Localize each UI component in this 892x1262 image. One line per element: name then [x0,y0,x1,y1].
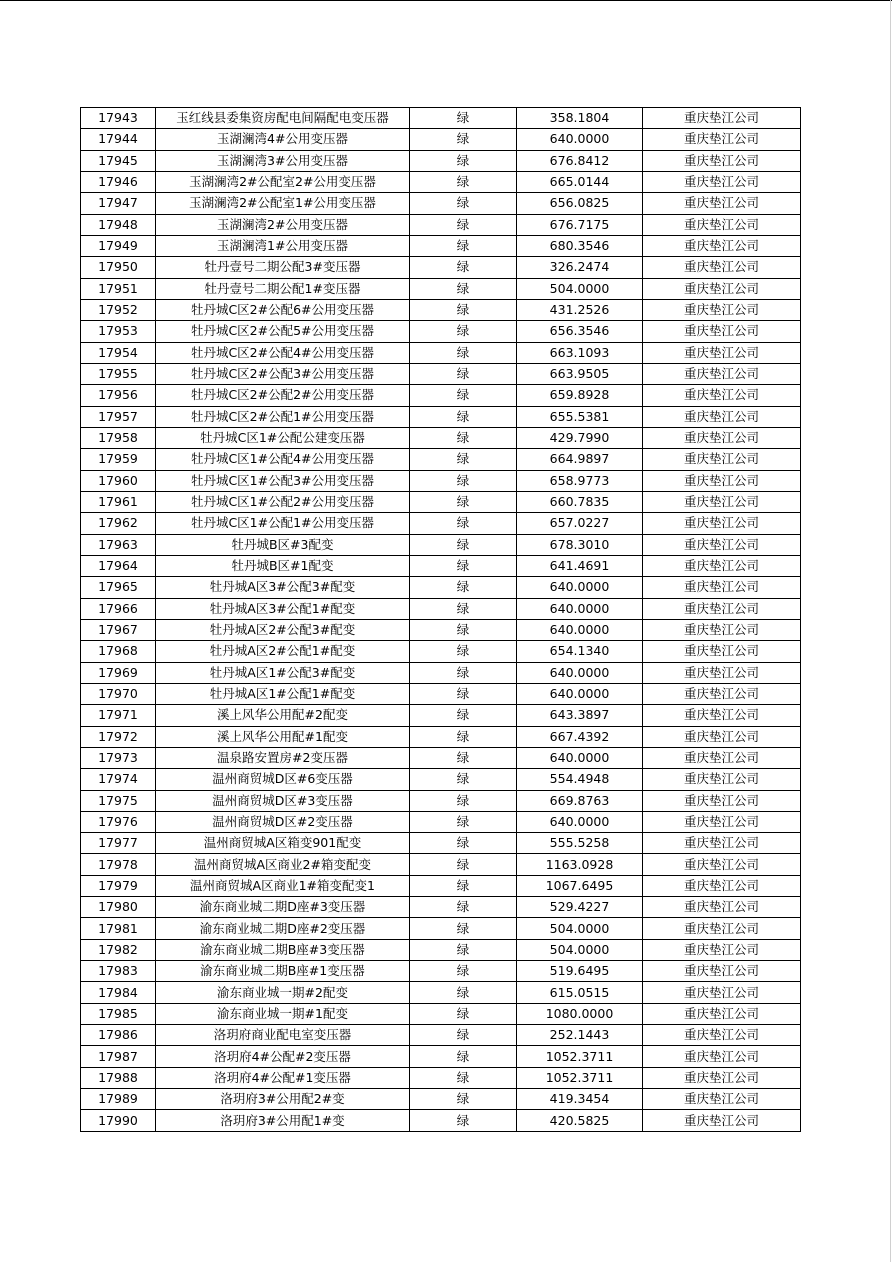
cell-value: 640.0000 [517,619,643,640]
cell-id: 17978 [81,854,156,875]
cell-id: 17958 [81,427,156,448]
cell-value: 504.0000 [517,278,643,299]
table-row [81,1003,801,1024]
cell-name: 渝东商业城一期#1配变 [156,1003,410,1024]
cell-id: 17976 [81,811,156,832]
cell-id: 17946 [81,171,156,192]
cell-value: 641.4691 [517,555,643,576]
table-row [81,278,801,299]
cell-company: 重庆垫江公司 [643,299,801,320]
cell-color: 绿 [410,385,517,406]
cell-value: 419.3454 [517,1089,643,1110]
cell-name: 牡丹壹号二期公配1#变压器 [156,278,410,299]
table-row [81,1046,801,1067]
cell-id: 17982 [81,939,156,960]
table-row [81,1025,801,1046]
cell-name: 牡丹城A区1#公配3#配变 [156,662,410,683]
cell-value: 640.0000 [517,662,643,683]
cell-value: 654.1340 [517,641,643,662]
cell-id: 17986 [81,1025,156,1046]
cell-company: 重庆垫江公司 [643,555,801,576]
cell-name: 洛玥府4#公配#1变压器 [156,1067,410,1088]
cell-value: 1052.3711 [517,1046,643,1067]
cell-value: 640.0000 [517,811,643,832]
cell-color: 绿 [410,961,517,982]
cell-id: 17959 [81,449,156,470]
cell-company: 重庆垫江公司 [643,1025,801,1046]
table-row [81,150,801,171]
cell-name: 溪上风华公用配#1配变 [156,726,410,747]
table-row [81,683,801,704]
cell-company: 重庆垫江公司 [643,278,801,299]
cell-id: 17979 [81,875,156,896]
cell-color: 绿 [410,299,517,320]
cell-company: 重庆垫江公司 [643,769,801,790]
cell-value: 667.4392 [517,726,643,747]
cell-company: 重庆垫江公司 [643,1046,801,1067]
cell-company: 重庆垫江公司 [643,491,801,512]
cell-name: 温州商贸城A区商业2#箱变配变 [156,854,410,875]
cell-company: 重庆垫江公司 [643,150,801,171]
cell-name: 温泉路安置房#2变压器 [156,747,410,768]
cell-color: 绿 [410,129,517,150]
cell-id: 17983 [81,961,156,982]
cell-name: 牡丹城C区1#公配公建变压器 [156,427,410,448]
table-row [81,1067,801,1088]
cell-id: 17985 [81,1003,156,1024]
cell-color: 绿 [410,555,517,576]
table-row [81,171,801,192]
cell-company: 重庆垫江公司 [643,427,801,448]
table-row [81,193,801,214]
cell-color: 绿 [410,811,517,832]
cell-color: 绿 [410,619,517,640]
cell-company: 重庆垫江公司 [643,875,801,896]
cell-color: 绿 [410,662,517,683]
cell-color: 绿 [410,598,517,619]
cell-name: 牡丹城C区1#公配3#公用变压器 [156,470,410,491]
cell-name: 玉湖澜湾2#公用变压器 [156,214,410,235]
cell-color: 绿 [410,108,517,129]
cell-id: 17977 [81,833,156,854]
cell-name: 洛玥府3#公用配1#变 [156,1110,410,1131]
table-row [81,299,801,320]
cell-id: 17957 [81,406,156,427]
table-row [81,619,801,640]
table-row [81,257,801,278]
cell-company: 重庆垫江公司 [643,1110,801,1131]
cell-name: 渝东商业城二期D座#3变压器 [156,897,410,918]
cell-company: 重庆垫江公司 [643,129,801,150]
cell-company: 重庆垫江公司 [643,961,801,982]
cell-id: 17960 [81,470,156,491]
cell-company: 重庆垫江公司 [643,897,801,918]
cell-id: 17947 [81,193,156,214]
cell-id: 17988 [81,1067,156,1088]
table-row [81,1089,801,1110]
cell-color: 绿 [410,193,517,214]
cell-color: 绿 [410,726,517,747]
cell-color: 绿 [410,1025,517,1046]
table-row [81,491,801,512]
table-row [81,108,801,129]
cell-value: 663.9505 [517,363,643,384]
cell-id: 17962 [81,513,156,534]
cell-value: 665.0144 [517,171,643,192]
cell-id: 17972 [81,726,156,747]
cell-id: 17966 [81,598,156,619]
cell-value: 1163.0928 [517,854,643,875]
cell-value: 676.7175 [517,214,643,235]
cell-value: 1080.0000 [517,1003,643,1024]
cell-company: 重庆垫江公司 [643,342,801,363]
cell-id: 17963 [81,534,156,555]
cell-name: 温州商贸城D区#6变压器 [156,769,410,790]
cell-name: 玉湖澜湾2#公配室2#公用变压器 [156,171,410,192]
cell-name: 牡丹城A区2#公配1#配变 [156,641,410,662]
cell-value: 640.0000 [517,598,643,619]
cell-name: 牡丹城C区1#公配1#公用变压器 [156,513,410,534]
cell-name: 溪上风华公用配#2配变 [156,705,410,726]
cell-color: 绿 [410,833,517,854]
cell-name: 牡丹城C区2#公配3#公用变压器 [156,363,410,384]
cell-value: 431.2526 [517,299,643,320]
cell-id: 17967 [81,619,156,640]
cell-value: 664.9897 [517,449,643,470]
cell-company: 重庆垫江公司 [643,513,801,534]
table-row [81,406,801,427]
table-row [81,961,801,982]
cell-color: 绿 [410,982,517,1003]
cell-name: 洛玥府4#公配#2变压器 [156,1046,410,1067]
cell-company: 重庆垫江公司 [643,385,801,406]
table-row [81,747,801,768]
cell-company: 重庆垫江公司 [643,918,801,939]
cell-name: 牡丹城B区#3配变 [156,534,410,555]
table-row [81,641,801,662]
cell-company: 重庆垫江公司 [643,1089,801,1110]
table-row [81,214,801,235]
cell-value: 659.8928 [517,385,643,406]
cell-name: 温州商贸城D区#3变压器 [156,790,410,811]
cell-value: 669.8763 [517,790,643,811]
cell-color: 绿 [410,321,517,342]
cell-name: 牡丹城B区#1配变 [156,555,410,576]
cell-color: 绿 [410,939,517,960]
cell-company: 重庆垫江公司 [643,833,801,854]
cell-id: 17965 [81,577,156,598]
table-row [81,897,801,918]
cell-color: 绿 [410,427,517,448]
table-row [81,129,801,150]
cell-company: 重庆垫江公司 [643,108,801,129]
cell-id: 17949 [81,235,156,256]
cell-color: 绿 [410,150,517,171]
cell-color: 绿 [410,257,517,278]
cell-id: 17961 [81,491,156,512]
table-row [81,811,801,832]
cell-value: 640.0000 [517,747,643,768]
cell-value: 655.5381 [517,406,643,427]
cell-company: 重庆垫江公司 [643,790,801,811]
cell-name: 牡丹城A区2#公配3#配变 [156,619,410,640]
cell-id: 17951 [81,278,156,299]
cell-color: 绿 [410,683,517,704]
cell-id: 17944 [81,129,156,150]
cell-value: 252.1443 [517,1025,643,1046]
cell-id: 17975 [81,790,156,811]
cell-company: 重庆垫江公司 [643,598,801,619]
cell-id: 17973 [81,747,156,768]
cell-value: 420.5825 [517,1110,643,1131]
cell-company: 重庆垫江公司 [643,406,801,427]
table-row [81,854,801,875]
cell-color: 绿 [410,790,517,811]
cell-color: 绿 [410,235,517,256]
cell-id: 17953 [81,321,156,342]
cell-name: 牡丹城C区1#公配2#公用变压器 [156,491,410,512]
table-row [81,790,801,811]
cell-color: 绿 [410,406,517,427]
cell-value: 519.6495 [517,961,643,982]
cell-name: 渝东商业城一期#2配变 [156,982,410,1003]
table-row [81,662,801,683]
cell-color: 绿 [410,641,517,662]
cell-company: 重庆垫江公司 [643,726,801,747]
cell-name: 牡丹城C区2#公配6#公用变压器 [156,299,410,320]
cell-name: 渝东商业城二期D座#2变压器 [156,918,410,939]
cell-company: 重庆垫江公司 [643,982,801,1003]
page-right-border [890,0,891,1262]
cell-id: 17984 [81,982,156,1003]
cell-id: 17956 [81,385,156,406]
cell-company: 重庆垫江公司 [643,939,801,960]
cell-value: 658.9773 [517,470,643,491]
cell-company: 重庆垫江公司 [643,854,801,875]
cell-company: 重庆垫江公司 [643,662,801,683]
cell-color: 绿 [410,342,517,363]
cell-id: 17970 [81,683,156,704]
table-row [81,363,801,384]
cell-company: 重庆垫江公司 [643,747,801,768]
table-row [81,833,801,854]
cell-value: 504.0000 [517,939,643,960]
page-top-border [0,0,892,1]
cell-name: 玉湖澜湾4#公用变压器 [156,129,410,150]
cell-name: 牡丹城A区3#公配3#配变 [156,577,410,598]
cell-company: 重庆垫江公司 [643,214,801,235]
cell-value: 657.0227 [517,513,643,534]
cell-value: 663.1093 [517,342,643,363]
cell-id: 17964 [81,555,156,576]
cell-name: 牡丹城C区2#公配4#公用变压器 [156,342,410,363]
cell-value: 640.0000 [517,129,643,150]
table-row [81,534,801,555]
cell-name: 牡丹城C区2#公配2#公用变压器 [156,385,410,406]
cell-color: 绿 [410,918,517,939]
cell-color: 绿 [410,363,517,384]
cell-value: 656.0825 [517,193,643,214]
table-row [81,449,801,470]
table-body [81,108,801,1132]
cell-company: 重庆垫江公司 [643,641,801,662]
table-row [81,513,801,534]
cell-id: 17969 [81,662,156,683]
cell-color: 绿 [410,513,517,534]
cell-name: 牡丹城A区1#公配1#配变 [156,683,410,704]
cell-color: 绿 [410,747,517,768]
cell-value: 554.4948 [517,769,643,790]
cell-value: 640.0000 [517,683,643,704]
table-row [81,918,801,939]
cell-company: 重庆垫江公司 [643,683,801,704]
cell-id: 17990 [81,1110,156,1131]
cell-company: 重庆垫江公司 [643,171,801,192]
cell-value: 1052.3711 [517,1067,643,1088]
cell-value: 555.5258 [517,833,643,854]
cell-name: 牡丹城C区2#公配5#公用变压器 [156,321,410,342]
table-row [81,555,801,576]
table-row [81,321,801,342]
cell-company: 重庆垫江公司 [643,363,801,384]
cell-color: 绿 [410,577,517,598]
cell-company: 重庆垫江公司 [643,705,801,726]
cell-value: 656.3546 [517,321,643,342]
table-row [81,427,801,448]
cell-company: 重庆垫江公司 [643,811,801,832]
cell-name: 渝东商业城二期B座#3变压器 [156,939,410,960]
cell-value: 643.3897 [517,705,643,726]
cell-color: 绿 [410,854,517,875]
cell-value: 1067.6495 [517,875,643,896]
cell-color: 绿 [410,769,517,790]
cell-company: 重庆垫江公司 [643,193,801,214]
cell-company: 重庆垫江公司 [643,534,801,555]
cell-id: 17955 [81,363,156,384]
cell-color: 绿 [410,278,517,299]
table-row [81,875,801,896]
cell-name: 牡丹城C区2#公配1#公用变压器 [156,406,410,427]
cell-color: 绿 [410,1046,517,1067]
table-row [81,726,801,747]
cell-id: 17980 [81,897,156,918]
cell-name: 牡丹城C区1#公配4#公用变压器 [156,449,410,470]
cell-value: 680.3546 [517,235,643,256]
cell-name: 温州商贸城D区#2变压器 [156,811,410,832]
cell-name: 洛玥府3#公用配2#变 [156,1089,410,1110]
cell-id: 17987 [81,1046,156,1067]
cell-name: 洛玥府商业配电室变压器 [156,1025,410,1046]
cell-value: 504.0000 [517,918,643,939]
table-row [81,982,801,1003]
table-row [81,235,801,256]
cell-color: 绿 [410,705,517,726]
cell-name: 牡丹城A区3#公配1#配变 [156,598,410,619]
cell-company: 重庆垫江公司 [643,619,801,640]
cell-name: 牡丹壹号二期公配3#变压器 [156,257,410,278]
cell-company: 重庆垫江公司 [643,321,801,342]
cell-color: 绿 [410,1067,517,1088]
table-row [81,470,801,491]
cell-color: 绿 [410,214,517,235]
cell-value: 358.1804 [517,108,643,129]
cell-company: 重庆垫江公司 [643,1003,801,1024]
cell-color: 绿 [410,470,517,491]
cell-id: 17952 [81,299,156,320]
table-row [81,342,801,363]
cell-value: 660.7835 [517,491,643,512]
cell-name: 温州商贸城A区商业1#箱变配变1 [156,875,410,896]
cell-value: 678.3010 [517,534,643,555]
cell-company: 重庆垫江公司 [643,257,801,278]
cell-id: 17945 [81,150,156,171]
transformer-table [80,107,801,1132]
cell-id: 17948 [81,214,156,235]
cell-name: 玉湖澜湾1#公用变压器 [156,235,410,256]
cell-name: 玉红线县委集资房配电间隔配电变压器 [156,108,410,129]
table-row [81,385,801,406]
cell-company: 重庆垫江公司 [643,1067,801,1088]
cell-color: 绿 [410,875,517,896]
cell-color: 绿 [410,534,517,555]
cell-color: 绿 [410,1089,517,1110]
cell-id: 17981 [81,918,156,939]
cell-name: 渝东商业城二期B座#1变压器 [156,961,410,982]
cell-id: 17989 [81,1089,156,1110]
cell-value: 326.2474 [517,257,643,278]
cell-company: 重庆垫江公司 [643,235,801,256]
cell-company: 重庆垫江公司 [643,470,801,491]
cell-company: 重庆垫江公司 [643,449,801,470]
cell-company: 重庆垫江公司 [643,577,801,598]
cell-id: 17943 [81,108,156,129]
cell-color: 绿 [410,171,517,192]
table-row [81,705,801,726]
cell-color: 绿 [410,897,517,918]
cell-name: 玉湖澜湾2#公配室1#公用变压器 [156,193,410,214]
cell-color: 绿 [410,1003,517,1024]
cell-name: 玉湖澜湾3#公用变压器 [156,150,410,171]
cell-id: 17950 [81,257,156,278]
cell-id: 17968 [81,641,156,662]
cell-color: 绿 [410,491,517,512]
cell-value: 615.0515 [517,982,643,1003]
cell-value: 529.4227 [517,897,643,918]
cell-name: 温州商贸城A区箱变901配变 [156,833,410,854]
cell-id: 17971 [81,705,156,726]
cell-color: 绿 [410,449,517,470]
cell-value: 640.0000 [517,577,643,598]
cell-id: 17954 [81,342,156,363]
table-row [81,769,801,790]
table-row [81,1110,801,1131]
table-row [81,598,801,619]
cell-value: 429.7990 [517,427,643,448]
table-row [81,577,801,598]
cell-color: 绿 [410,1110,517,1131]
cell-id: 17974 [81,769,156,790]
table-row [81,939,801,960]
cell-value: 676.8412 [517,150,643,171]
